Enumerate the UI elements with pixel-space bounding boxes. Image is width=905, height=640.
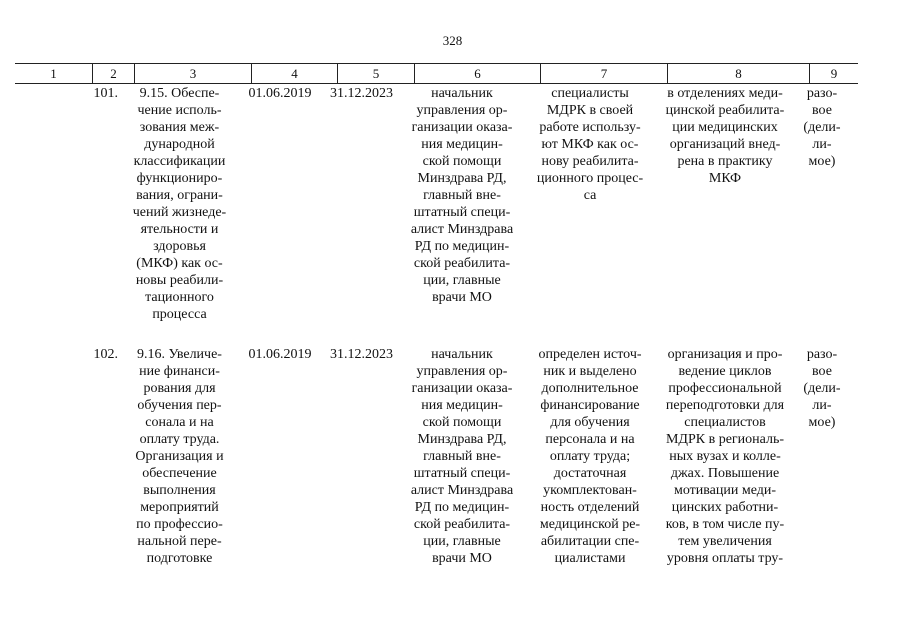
row-101-number: 101. bbox=[93, 86, 118, 101]
row-102-responsible: начальник управления ор- ганизации оказа- ния медицин- ской помощи Минздрава РД, главный вне- штатный специ- алист Минздрава РД по медицин- ской реабилита- ции, главные врачи МО bbox=[410, 347, 514, 566]
row-102-type: разо- вое (дели- ли- мое) bbox=[803, 347, 841, 430]
column-header-2: 2 bbox=[93, 64, 135, 83]
column-header-6: 6 bbox=[415, 64, 541, 83]
column-header-1: 1 bbox=[15, 64, 93, 83]
row-101-name: 9.15. Обеспе- чение исполь- зования меж- дународной классификации функциониро- вания, ограни- чений жизнеде- ятельности и здоровья (МКФ) как ос- новы реабили- тационного процесса bbox=[132, 86, 227, 322]
row-101-responsible: начальник управления ор- ганизации оказа- ния медицин- ской помощи Минздрава РД, главный вне- штатный специ- алист Минздрава РД по медицин- ской реабилита- ции, главные врачи МО bbox=[410, 86, 514, 305]
row-102-end-date: 31.12.2023 bbox=[330, 347, 393, 362]
row-102-start-date: 01.06.2019 bbox=[248, 347, 312, 362]
column-header-3: 3 bbox=[135, 64, 252, 83]
row-101-start-date: 01.06.2019 bbox=[248, 86, 312, 101]
column-header-7: 7 bbox=[541, 64, 668, 83]
row-101-end-date: 31.12.2023 bbox=[330, 86, 393, 101]
row-102-effect: организация и про- ведение циклов профессиональной переподготовки для специалистов МДРК в региональ- ных вузах и колле- джах. Повышение мотивации меди- цинских работни- ков, в том числе пу- тем увеличения уровня оплаты тру- bbox=[665, 347, 785, 566]
column-header-5: 5 bbox=[338, 64, 415, 83]
row-101-effect: в отделениях меди- цинской реабилита- ции медицинских организаций внед- рена в практику МКФ bbox=[665, 86, 785, 186]
row-102-name: 9.16. Увеличе- ние финанси- рования для обучения пер- сонала и на оплату труда. Организация и обеспечение выполнения мероприятий по профессио- нальной пере- подготовке bbox=[135, 347, 224, 566]
row-102-number: 102. bbox=[93, 347, 118, 362]
column-header-9: 9 bbox=[830, 66, 838, 81]
row-101-type: разо- вое (дели- ли- мое) bbox=[803, 86, 841, 169]
column-header-4: 4 bbox=[252, 64, 338, 83]
column-header-row bbox=[15, 63, 858, 84]
row-102-result: определен источ- ник и выделено дополнительное финансирование для обучения персонала и на оплату труда; достаточная укомплектован- ность отделений медицинской ре- абилитации спе- циалистами bbox=[538, 347, 642, 566]
row-101-result: специалисты МДРК в своей работе использу- ют МКФ как ос- нову реабилита- ционного процес- са bbox=[536, 86, 644, 203]
page-number: 328 bbox=[442, 33, 463, 48]
column-header-8: 8 bbox=[668, 64, 810, 83]
